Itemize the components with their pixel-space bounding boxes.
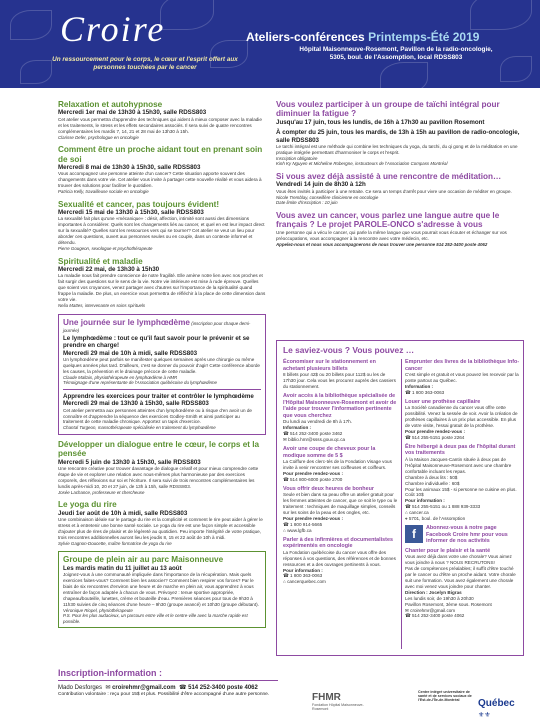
facebook-block: f Abonnez-vous à notre page Facebook Croire hmr pour vous informer de nos activités <box>405 525 521 545</box>
event-yoga-rire: Le yoga du rire Jeudi 1er août de 10h à midi, salle RDSS803 Une combinaison idéale sur le partage du rire et la complicité et comment le rire peut aider à gérer le stress et à entretenir une bonne santé sociale. Le yoga du rire est une façon simple et accessible d'ajouter plus de rires de plaisir et de légèreté au quotidien. Peu importe l'intégrité de votre pratique, trois rencontres additionnelles auront lieu les jeudis 8, 15 et 22 août de 10h à midi. Sylvie Gagnon-Doucette, maître formatrice de yoga du rire <box>58 500 263 546</box>
page-title: Ateliers-conférences Printemps-Été 2019 <box>246 30 480 44</box>
phone-icon: ☎ <box>283 476 290 482</box>
le-saviez-vous-box <box>276 340 524 656</box>
event-lymphoedeme: Une journée sur le lymphœdème (inscription pour chaque demi-journée) Le lymphœdème : tout ce qu'il faut savoir pour le prévenir et se prendre en charge! Mercredi 29 mai de 10h à midi, salle RDSS803 Un lymphœdème peut parfois se manifester quelques semaines après une chirurgie ou même quelques années plus tard. D'ailleurs, c'est se donner du pouvoir d'agir! Cette conférence aborde les causes, la prévention et le drainage précoce de cette maladie. Claude Maltais, physiothérapeute en lymphœdème à HMR Témoignage d'une représentante de l'Association québécoise du lymphœdème Apprendre les exercices pour traiter et contrôler le lymphœdème Mercredi 29 mai de 13h30 à 15h30, salle RDSS803 Cet atelier permettra aux personnes atteintes d'un lymphœdème ou à risque d'en avoir un de connaître et d'apprendre la séquence des exercices Godley-Smith et ainsi participer au traitement de cette maladie chronique. Apportez un tapis d'exercice. Chantal Turgeon, massothérapeute spécialisée en traitement du lymphœdème <box>58 314 266 435</box>
event-sexualite: Sexualité et cancer, pas toujours évident! Mercredi 15 mai de 13h30 à 15h30, salle RDSS803 La sexualité fait plus qu'une «mécanique» : désir, affection, intimité sont aussi des dimensions importantes à considérer. Quels sont les changements liés au cancer, et quel en est leur impact direct sur la sexualité? Quelles sont les ressources vers qui se tourner? Cet atelier se veut un lieu pour aborder ces questions, ouvert aux personnes seules ou en couple, dans un contexte informel et détendu. Pierre Gougeon, sexologue et psychothérapeute <box>58 199 265 251</box>
phone-icon: ☎ <box>283 573 290 579</box>
event-plein-air: Groupe de plein air au parc Maisonneuve Les mardis matin du 11 juillet au 13 août Joignez-vous à une communauté impliquée dans l'importance de la récupération. Mais quels exercices faites-vous? Comment bien les associer? Comment bien respirer vos forces? Par le biais de six rencontres d'environ une heure et de marche en plein air, vous apprendrez à vous entraîner de façon adaptée à chacun de vous. Prévoyez : tenue sportive appropriée, chapeau/bouteille, lunettes, crème et bouteille d'eau. Premières séances pour tous de 9h30 à 11h30 suivies de cinq séances d'une heure – 9h30 (groupe avancé) et 10h30 (groupe débutant). Véronique Riopel, physiothérapeute P.S. Pour les plus audacieux, un parcours entre ville et le centre-ville avec la marche rapide est possible. <box>58 551 266 628</box>
phone-icon: ☎ <box>405 504 412 510</box>
web-icon: ⌂ <box>283 527 288 533</box>
saviez-col-right: Emprunter des livres de la bibliothèque Info-cancer C'est simple et gratuit et vous pouvez les recevoir par la poste partout au Québec. Information : ☎ 1 800 363-0063 Louer une prothèse capillaire La Société canadienne du cancer vous offre cette possibilité. Venez la sessée de voir. Avoir la création de prothèses capillaires à un prix plus accessible. En plus de votre visite, l'essai gratuit de la prothèse. Pour prendre rendez-vous : ☎ 514 255-5151 poste 2264 Être hébergé à deux pas de l'hôpital durant vos traitements À la Maison Jacques-Cantin située à deux pas de l'Hôpital Maisonneuve-Rosemont avec une chambre confortable incluant les repas. Chambre à deux lits : 50$ Chambre individuelle : 60$ Pour les animaux 15$ - si personne ne cuisine en plus. Coût 10$ Pour information : ☎ 514 255-5151 ou 1 888 939-3333 ⌂ cancer.ca ⌖ 5701, boul. de l'Assomption f Abonnez-vous à notre page Facebook Croire hmr pour vous informer de nos activités Chanter pour le plaisir et la santé Vous avez déjà dans votre une chorale? Vous aimez vous joindre à nous ? NOUS RECRUTONS! Pas de compétences préalables; il suffit d'être touché par le cancer ou d'être un proche aidant. Votre chorale suit une formation. Vous avez également une chorale avec moi venez vous joindre pour chanter. Direction : Jocelyn Bigras Les lundis soir, de 19h30 à 20h30 Pavillon Rosemont, 3ème sous. Rosemont ✉ croirehmr@gmail.com ☎ 514 252-3400 poste 4062 <box>405 359 520 619</box>
email-icon: ✉ <box>283 437 289 442</box>
venue-address: Hôpital Maisonneuve-Rosemont, Pavillon de la radio-oncologie, 5305, boul. de l'Assomption, local RDSS803 <box>299 46 493 61</box>
inscription-title: Inscription-information : <box>58 668 278 681</box>
email-icon: ✉ <box>105 685 111 691</box>
header-banner <box>0 0 540 88</box>
web-icon: ⌂ <box>283 579 288 585</box>
ciusss-logo: Centre intégré universitaire de santé et de services sociaux de l'Est-de-l'Île-de-Montréal <box>418 690 472 703</box>
phone-icon: ☎ <box>405 613 412 619</box>
tagline: Un ressourcement pour le corps, le cœur et l'esprit offert aux personnes touchées par le cancer <box>52 56 238 71</box>
phone-icon: ☎ <box>178 685 187 691</box>
facebook-icon: f <box>405 525 423 543</box>
quebec-logo: Québec ⚜⚜ <box>478 698 515 718</box>
event-spiritualite: Spiritualité et maladie Mercredi 22 mai, de 13h30 à 15h30 La maladie nous fait prendre conscience de notre fragilité. Elle amène notre lien avec nos proches et fait surgir des questions sur le sens de la vie. Notre vie intérieure est mise à rude épreuve. Quelles que soient vos croyances, venez partager avec d'autres sur l'importance de la spiritualité quand frappe la maladie. De plus, un exercice vous permettra de réfléchir à la place de cette dimension dans votre vie. Nelia Mattes, intervenante en soins spirituels <box>58 256 266 308</box>
event-relaxation: Relaxation et autohypnose Mercredi 1er mai de 13h30 à 15h30, salle RDSS803 Cet atelier vous permettra d'apprendre des techniques qui aident à mieux composer avec la maladie et les traitements, le stress et les effets secondaires associés. Il sera suivi de quatre rencontres complémentaires les mardis 7, 14, 21 et 28 mai de 13h30 à 15h. Clarisse Defer, psychologue en oncologie <box>58 100 262 140</box>
phone-icon: ☎ <box>405 434 412 440</box>
right-column <box>276 100 524 252</box>
web-icon: ⌂ <box>405 510 410 516</box>
left-column <box>58 100 266 628</box>
event-proche-aidant: Comment être un proche aidant tout en prenant soin de soi Mercredi 8 mai de 13h30 à 15h30, salle RDSS803 Vous accompagnez une personne atteinte d'un cancer? Cette situation apporte souvent des changements dans votre vie. Cet atelier vous invite à partager cette nouvelle réalité et vous aidera à trouver des solutions pour faciliter le quotidien. Patricia Kelly, travailleuse sociale en oncologie <box>58 145 263 195</box>
footer-logos <box>300 690 530 716</box>
saviez-col-left: Économiser sur le stationnement en achetant plusieurs billets 8 billets pour 42$ ou 20 billets pour 112$ ou les de 17h30 jour. Cela vous les procurez auprès des cassiers du stationnement. Avoir accès à la bibliothèque spécialisée de l'Hôpital Maisonneuve-Rosemont et avoir de l'aide pour trouver l'information pertinente que vous cherchez Du lundi au vendredi de 8h à 17h. Information : ☎ 514 252-3400 poste 3462 ✉ biblio.hmr@ssss.gouv.qc.ca Avoir une coupe de cheveux pour la modique somme de 5 $ La Coiffure des clerc-tés de la Fondation Visage vous invite à venir rencontrer ses coiffeuses et coiffeurs. Pour prendre rendez-vous : ☎ 514 800-6000 poste 2700 Vous offrir deux heures de bonheur Seule et bien dans sa peau offre un atelier gratuit pour les femmes atteintes de cancer, que ce soit le type ou le traitement : techniques de maquillage simples, conseils sur les soins de la peau et des ongles, etc. Pour prendre rendez-vous : ☎ 1 800 914-5665 ⌂ www.lgfb.ca Parler à des infirmières et documentalistes expérimentés en oncologie La Fondation québécoise du cancer vous offre des réponses à vos questions, des références et de bonnes ressources et a des ouvrages pertinents à vous. Pour information : ☎ 1 800 363-0063 ⌂ cancerquebec.com <box>283 359 398 585</box>
inscription-contact: Mado Desforges ✉ croirehmr@gmail.com ☎ 514 252-3400 poste 4062 <box>58 685 258 691</box>
event-parole-onco: Vous avez un cancer, vous parlez une langue autre que le français ? Le projet PAROLE-ONCO s'adresse à vous Une personne qui a vécu le cancer, qui parle la même langue que vous pourrait vous écouter et échanger sur vos préoccupations, vous accompagner à la rencontre avec votre médecin, etc. Appelez-nous et nous vous accompagnerons de nous trouver une personne 514 252-3400 poste 4062 <box>276 210 507 247</box>
phone-icon: ☎ <box>283 431 290 437</box>
fhmr-logo: FHMR Fondation Hôpital Maisonneuve-Rosemont <box>312 692 364 711</box>
le-saviez-vous-title: Le saviez-vous ? Vous pouvez … <box>283 345 415 355</box>
phone-icon: ☎ <box>405 389 412 395</box>
event-taichi: Vous voulez participer à un groupe de taïchi intégral pour diminuer la fatigue ? Jusqu'au 17 juin, tous les lundis, de 16h à 17h30 au pavillon Rosemont À compter du 25 juin, tous les mardis, de 13h à 15h au pavillon de radio-oncologie, salle RDSS803 Le taïchi intégral est une méthode qui combine les techniques du yoga, du taïchi, du qi gong et de la méditation en une pratique intégrée permettant d'harmoniser le corps et l'esprit. Inscription obligatoire Kinh Ky Nguyen et Micheline Robergne, instructeurs de l'Association Compass Montréal <box>276 100 520 167</box>
location-icon: ⌖ <box>405 516 409 522</box>
croire-logo: Croire <box>60 9 166 49</box>
inscription-block <box>58 668 278 698</box>
event-meditation: Si vous avez déjà assisté à une rencontre de méditation… Vendredi 14 juin de 8h30 à 12h Vous êtes invités à participer à une retraite. Ce sera un temps d'arrêt pour vivre une occasion de méditer en groupe. Nicole Tremblay, conseillère clinicienne en oncologie Date limite d'inscription : 10 juin <box>276 172 512 206</box>
event-dialogue: Développer un dialogue entre le cœur, le corps et la pensée Mercredi 5 juin de 13h30 à 15h30, salle RDSS803 Une rencontre créative pour trouver davantage de dialogue créatif et pour mieux comprendre cette étape de vie et explorer une relation avec nous-mêmes plus harmonieuse par des exercices corporels, des réflexions sur soi et l'écriture. Il sera suivi de trois rencontres complémentaires les lundis après-midi 10, 20 et 27 juin, de 13h à 15h, salle RDSS803. Josée Lachance, professeure et chercheuse <box>58 439 260 495</box>
email-icon: ✉ <box>405 607 411 613</box>
inscription-note: Contribution volontaire : reçu pour 15$ et plus. Possibilité d'être accompagné d'une autre personne. <box>58 692 270 697</box>
phone-icon: ☎ <box>283 521 290 527</box>
